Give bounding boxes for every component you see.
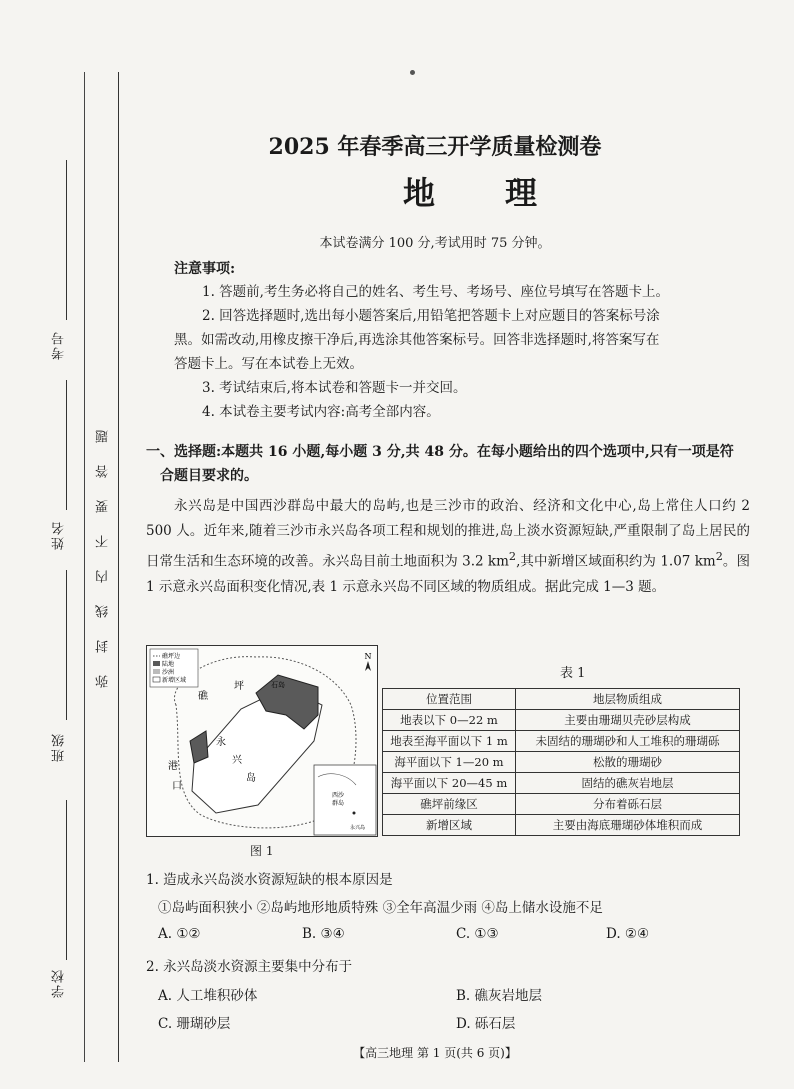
table-cell: 松散的珊瑚砂 [516, 752, 740, 773]
kaohao-blank[interactable] [66, 160, 67, 320]
section-line: 一、选择题:本题共 16 小题,每小题 3 分,共 48 分。在每小题给出的四个选项中,只有一项是符 [146, 444, 734, 460]
q2-option-d[interactable]: D. 砾石层 [456, 1016, 516, 1032]
note-item: 答题卡上。写在本试卷上无效。 [174, 356, 363, 372]
note-item: 2. 回答选择题时,选出每小题答案后,用铅笔把答题卡上对应题目的答案标号涂 [202, 308, 660, 324]
table-cell: 地表至海平面以下 1 m [383, 731, 516, 752]
passage-superscript: 2 [715, 550, 723, 563]
q2-option-a[interactable]: A. 人工堆积砂体 [158, 988, 258, 1004]
subject-title: 地理 [402, 174, 607, 212]
no-answer-notice: 弥封线内不要答题 [96, 408, 111, 688]
seal-line [118, 72, 119, 1062]
notes-heading: 注意事项: [174, 261, 236, 277]
xuexiao-blank[interactable] [66, 800, 67, 960]
exam-title: 2025 年春季高三开学质量检测卷 [268, 134, 602, 160]
notes-list [174, 280, 734, 424]
xingming-blank[interactable] [66, 380, 67, 510]
table-cell: 新增区域 [383, 815, 516, 836]
table-cell: 未固结的珊瑚砂和人工堆积的珊瑚砾 [516, 731, 740, 752]
q1-option-c[interactable]: C. ①③ [456, 926, 499, 942]
table-cell: 海平面以下 20—45 m [383, 773, 516, 794]
inset-label: 永兴岛 [350, 825, 366, 831]
map-label: 坪 [234, 681, 244, 692]
island-map-figure [146, 645, 378, 837]
table-header-row [383, 689, 740, 710]
legend-label: 陆地 [162, 661, 175, 668]
table-row [383, 773, 740, 794]
passage-text: 。图 1 示意永兴岛面积变化情况,表 1 示意永兴岛不同区域的物质组成。据此完成 1—3 题。 [146, 553, 750, 595]
map-label: 兴 [232, 755, 242, 766]
section-heading [146, 440, 746, 488]
table-row [383, 731, 740, 752]
table-header: 地层物质组成 [516, 689, 740, 710]
inset-label: 西沙 [332, 792, 345, 799]
passage-superscript: 2 [508, 550, 517, 563]
seal-line-inner [84, 72, 85, 1062]
page-footer: 【高三地理 第 1 页(共 6 页)】 [353, 1046, 517, 1060]
table-row [383, 752, 740, 773]
note-item: 1. 答题前,考生务必将自己的姓名、考生号、考场号、座位号填写在答题卡上。 [202, 284, 669, 300]
passage-text: ,其中新增区域面积约为 1.07 km [516, 553, 716, 570]
map-label: 岛 [246, 773, 256, 784]
legend-label: 新增区域 [162, 677, 187, 684]
q1-option-d[interactable]: D. ②④ [606, 926, 650, 942]
location-inset [314, 765, 376, 835]
table-cell: 地表以下 0—22 m [383, 710, 516, 731]
table-cell: 礁坪前缘区 [383, 794, 516, 815]
reading-passage [146, 494, 750, 600]
note-item: 3. 考试结束后,将本试卷和答题卡一并交回。 [202, 380, 467, 396]
passage-text: 永兴岛是中国西沙群岛中最大的岛屿,也是三沙市的政治、经济和文化中心,岛上常住人口约 2 500 人。近年来,随着三沙市永兴岛各项工程和规划的推进,岛上淡水资源短缺,严重限制了岛上居民的日常生活和生态环境的改善。永兴岛目前土地面积为 3.2 km [146, 498, 750, 570]
table-header: 位置范围 [383, 689, 516, 710]
binding-margin [0, 0, 118, 1089]
scan-dot [410, 70, 415, 75]
question-1-stem: 1. 造成永兴岛淡水资源短缺的根本原因是 [146, 872, 393, 888]
figure-caption: 图 1 [250, 844, 274, 858]
table-row [383, 710, 740, 731]
exam-meta: 本试卷满分 100 分,考试用时 75 分钟。 [319, 236, 551, 251]
kaohao-label: 考号 [52, 330, 67, 360]
table-cell: 海平面以下 1—20 m [383, 752, 516, 773]
strata-table [382, 688, 740, 836]
question-2-stem: 2. 永兴岛淡水资源主要集中分布于 [146, 959, 353, 975]
north-label: N [364, 652, 372, 661]
legend-swatch-new [153, 677, 160, 682]
xingming-label: 姓名 [52, 520, 67, 550]
table-cell: 分布着砾石层 [516, 794, 740, 815]
map-label: 口 [172, 781, 182, 792]
q2-option-b[interactable]: B. 礁灰岩地层 [456, 988, 543, 1004]
xuexiao-label: 学校 [52, 968, 67, 998]
map-label: 港 [168, 761, 178, 772]
legend-swatch-sand [153, 669, 160, 674]
q1-option-b[interactable]: B. ③④ [302, 926, 345, 942]
legend-swatch-land [153, 661, 160, 666]
banji-blank[interactable] [66, 570, 67, 720]
table-row [383, 815, 740, 836]
banji-label: 班级 [52, 732, 67, 762]
note-item: 黑。如需改动,用橡皮擦干净后,再选涂其他答案标号。回答非选择题时,将答案写在 [174, 332, 660, 348]
question-1-items: ①岛屿面积狭小 ②岛屿地形地质特殊 ③全年高温少雨 ④岛上储水设施不足 [158, 900, 603, 916]
table-cell: 主要由海底珊瑚砂体堆积而成 [516, 815, 740, 836]
q1-option-a[interactable]: A. ①② [158, 926, 201, 942]
map-label: 永 [216, 737, 226, 748]
map-label: 石岛 [271, 681, 285, 689]
legend-label: 礁坪边 [162, 653, 181, 660]
table-title: 表 1 [560, 666, 586, 681]
legend-label: 沙洲 [162, 669, 175, 676]
note-item: 4. 本试卷主要考试内容:高考全部内容。 [202, 404, 440, 420]
section-line: 合题目要求的。 [160, 468, 258, 484]
table-cell: 固结的礁灰岩地层 [516, 773, 740, 794]
table-row [383, 794, 740, 815]
inset-island-dot [353, 812, 356, 815]
map-label: 礁 [198, 691, 208, 702]
q2-option-c[interactable]: C. 珊瑚砂层 [158, 1016, 231, 1032]
inset-label: 群岛 [332, 800, 345, 807]
table-cell: 主要由珊瑚贝壳砂层构成 [516, 710, 740, 731]
